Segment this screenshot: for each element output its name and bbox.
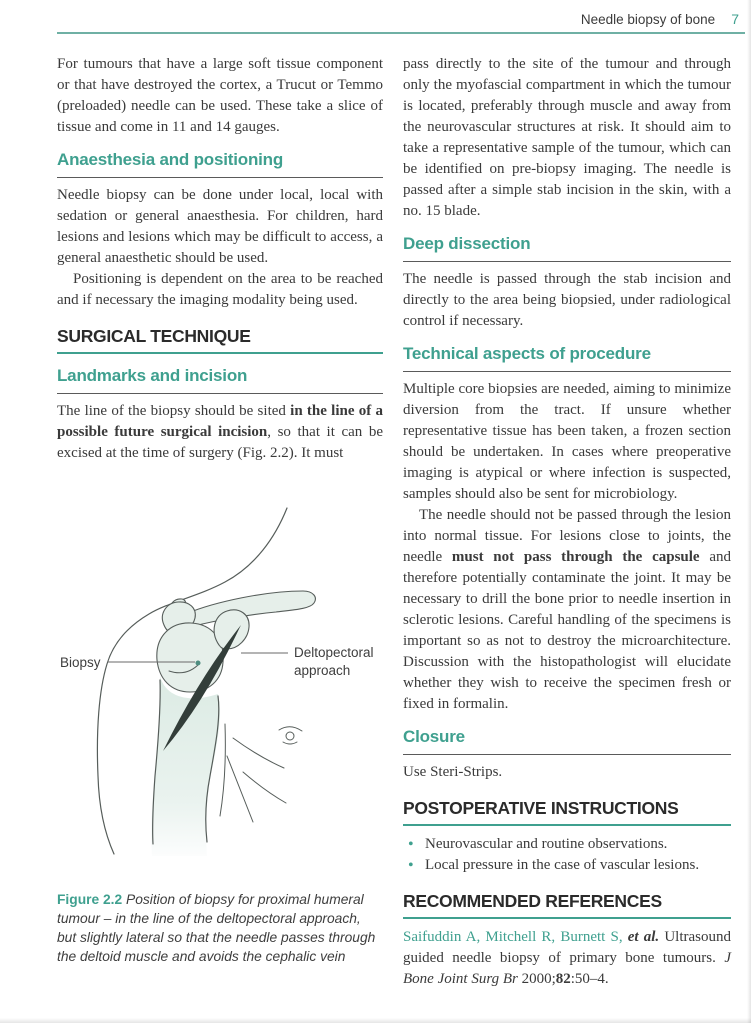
- areola-arc-bottom: [283, 742, 297, 744]
- humeral-head-bone: [157, 623, 223, 692]
- paragraph-needle-types: For tumours that have a large soft tissue component or that have destroyed the cortex, a Trucut or Temmo (preloaded) needle can be used. These take a slice of tissue and come in 11 and 14 gauges.: [57, 56, 383, 135]
- postop-bullet-list: [403, 834, 731, 876]
- bullet-item: [403, 834, 731, 855]
- page-number: 7: [731, 11, 739, 27]
- right-column: [403, 54, 731, 990]
- header-rule: [57, 32, 745, 34]
- figure-caption-label: Figure 2.2: [57, 892, 123, 907]
- section-heading-anaesthesia: Anaesthesia and positioning: [57, 150, 383, 178]
- figure-2-2-illustration: [57, 464, 387, 864]
- page-header: [581, 11, 739, 27]
- paragraph-deep-dissection: The needle is passed through the stab incision and directly to the area being biopsied, under radiological control if necessary.: [403, 271, 731, 329]
- section-heading-references: RECOMMENDED REFERENCES: [403, 890, 731, 919]
- section-heading-surgical-technique: SURGICAL TECHNIQUE: [57, 325, 383, 354]
- pectoral-curve-2: [243, 772, 286, 803]
- clavicle-bone: [184, 591, 315, 626]
- paragraph-core-biopsies: Multiple core biopsies are needed, aiming to minimize diversion from the tract. If unsure whether representative tissue has been taken, a frozen section should be undertaken. In cases where preoperative imaging is atypical or where infection is suspected, samples should also be sent for microbiology.: [403, 381, 731, 502]
- running-title: Needle biopsy of bone: [580, 12, 716, 27]
- paragraph-capsule-warning: The needle should not be passed through the lesion into normal tissue. For lesions close to joints, the needle must not pass through the capsule and therefore potentially contaminate the joint. It may be necessary to drill the bone prior to needle insertion in sclerotic lesions. Careful handling of the specimens is important so as not to destroy the microarchitecture. Discussion with the histopathologist will elucidate whether they wish to receive the specimen fresh or fixed in formalin.: [403, 507, 731, 712]
- figure-caption: [57, 890, 383, 966]
- bullet-item-text: Local pressure in the case of vascular lesions.: [425, 857, 700, 873]
- section-heading-technical-aspects: Technical aspects of procedure: [403, 344, 731, 372]
- bullet-item-text: Neurovascular and routine observations.: [425, 836, 668, 852]
- section-heading-postoperative: POSTOPERATIVE INSTRUCTIONS: [403, 797, 731, 826]
- humerus-shaft: [151, 676, 220, 856]
- figure-caption-text: Position of biopsy for proximal humeral tumour – in the line of the deltopectoral approach, but slightly lateral so that the needle passes through the deltoid muscle and avoids the cephalic vein: [57, 892, 376, 964]
- nipple-circle: [286, 732, 294, 740]
- section-heading-landmarks: Landmarks and incision: [57, 366, 383, 394]
- reference-entry: Saifuddin A, Mitchell R, Burnett S, et al. Ultrasound guided needle biopsy of primary bone tumours. J Bone Joint Surg Br 2000;82:50–4.: [403, 929, 731, 987]
- paragraph-closure: Use Steri-Strips.: [403, 764, 503, 780]
- paragraph-biopsy-line: The line of the biopsy should be sited in the line of a possible future surgical incision, so that it can be excised at the time of surgery (Fig. 2.2). It must: [57, 403, 383, 461]
- left-column: [57, 54, 383, 980]
- biopsy-target-dot: [196, 661, 201, 666]
- chest-lateral-line: [220, 724, 225, 816]
- pectoral-curve-1: [233, 738, 284, 768]
- paragraph-needle-path: pass directly to the site of the tumour and through only the myofascial compartment in which the tumour is located, preferably through muscle and away from the neurovascular structures at risk. It should aim to take a representative sample of the tumour, which can be identified on pre-biopsy imaging. The needle is passed after a simple stab incision in the skin, with a no. 15 blade.: [403, 56, 731, 219]
- bullet-item: [403, 855, 731, 876]
- paragraph-positioning: Positioning is dependent on the area to be reached and if necessary the imaging modality being used.: [57, 271, 383, 308]
- areola-arc-top: [279, 727, 302, 731]
- paragraph-anaesthesia: Needle biopsy can be done under local, local with sedation or general anaesthesia. For children, hard lesions and lesions which may be difficult to access, a general anaesthetic should be used.: [57, 187, 383, 266]
- axillary-fold-line: [227, 756, 253, 822]
- section-heading-closure: Closure: [403, 727, 731, 755]
- figure-label-approach: approach: [294, 663, 351, 678]
- figure-label-biopsy: Biopsy: [60, 655, 101, 670]
- section-heading-deep-dissection: Deep dissection: [403, 234, 731, 262]
- figure-label-deltopectoral: Deltopectoral: [294, 645, 374, 660]
